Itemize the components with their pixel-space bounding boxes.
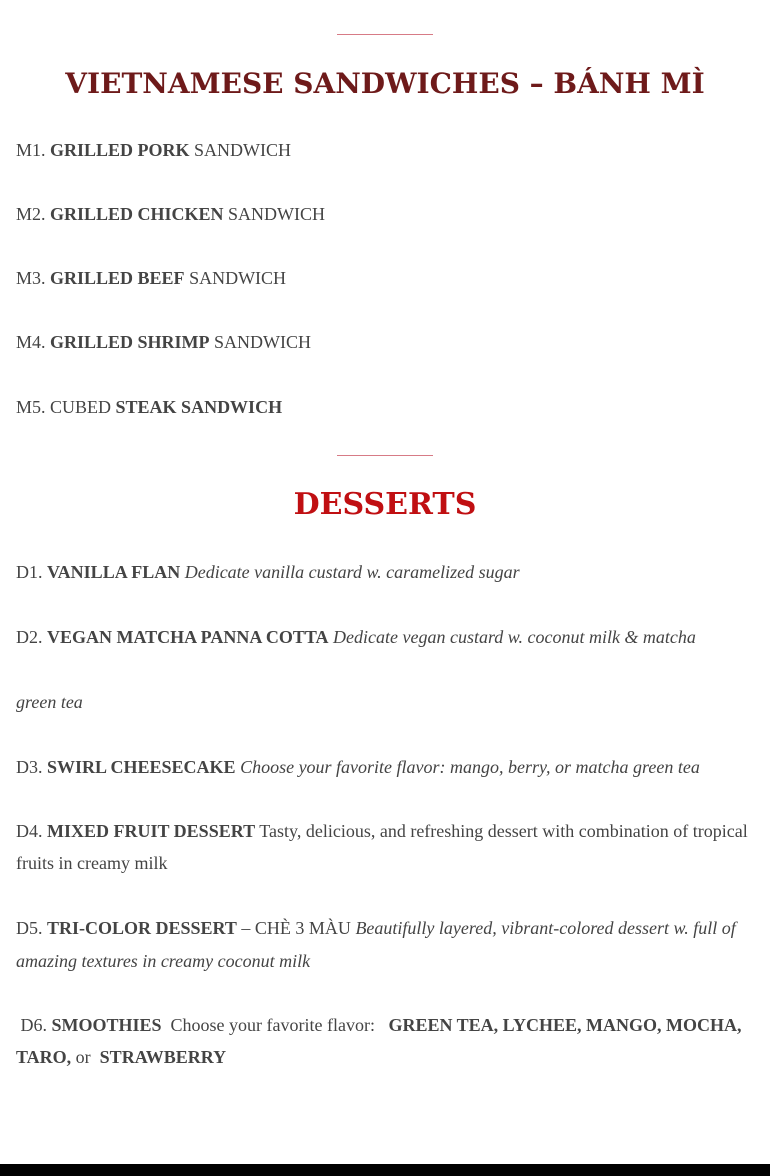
item-intro: Choose your favorite flavor:: [170, 1015, 375, 1035]
item-description: Beautifully layered, vibrant-colored dessert w. full of amazing textures in creamy coconut milk: [16, 918, 736, 971]
menu-item-d5: [16, 912, 761, 978]
menu-item-m2: [16, 198, 761, 230]
menu-item-d4: [16, 815, 761, 879]
item-name: TRI-COLOR DESSERT: [47, 918, 237, 938]
item-code: M3.: [16, 268, 46, 288]
item-or: or: [75, 1047, 91, 1067]
item-suffix: SANDWICH: [228, 204, 326, 224]
menu-item-d2: [16, 621, 761, 653]
menu-item-d6: [16, 1009, 761, 1073]
menu-item-d1: [16, 556, 761, 588]
top-divider: [337, 34, 433, 35]
item-description: Choose your favorite flavor: mango, berry, or matcha green tea: [240, 757, 700, 777]
item-code: M5.: [16, 397, 46, 417]
item-suffix: SANDWICH: [214, 332, 312, 352]
item-name: VANILLA FLAN: [47, 562, 181, 582]
item-name: GRILLED CHICKEN: [50, 204, 224, 224]
desserts-heading: DESSERTS: [293, 487, 477, 522]
item-name: GRILLED PORK: [50, 140, 190, 160]
item-name: VEGAN MATCHA PANNA COTTA: [47, 627, 329, 647]
item-description: Dedicate vegan custard w. coconut milk & matcha: [333, 627, 696, 647]
menu-item-d2-continued: [16, 686, 761, 718]
section-divider: [337, 455, 433, 456]
item-name: GRILLED SHRIMP: [50, 332, 210, 352]
item-name: SWIRL CHEESECAKE: [47, 757, 236, 777]
item-name: GRILLED BEEF: [50, 268, 185, 288]
item-description: Dedicate vanilla custard w. caramelized sugar: [184, 562, 520, 582]
sandwiches-heading: VIETNAMESE SANDWICHES – BÁNH MÌ: [65, 67, 705, 100]
menu-item-d3: [16, 751, 761, 783]
menu-item-m5: [16, 391, 761, 423]
item-prefix: CUBED: [50, 397, 112, 417]
item-code: M2.: [16, 204, 46, 224]
item-suffix: SANDWICH: [189, 268, 287, 288]
item-vietnamese-name: – CHÈ 3 MÀU: [241, 918, 351, 938]
item-flavors: GREEN TEA, LYCHEE, MANGO, MOCHA, TARO,: [16, 1015, 742, 1067]
item-code: D5.: [16, 918, 43, 938]
bottom-bar: [0, 1164, 770, 1176]
item-flavor-last: STRAWBERRY: [99, 1047, 227, 1067]
item-description-continued: green tea: [16, 692, 83, 712]
item-suffix: SANDWICH: [194, 140, 292, 160]
menu-item-m3: [16, 262, 761, 294]
item-code: M4.: [16, 332, 46, 352]
item-description: Tasty, delicious, and refreshing dessert with combination of tropical fruits in creamy milk: [16, 821, 748, 873]
item-name: MIXED FRUIT DESSERT: [47, 821, 256, 841]
item-code: D3.: [16, 757, 43, 777]
item-code: D2.: [16, 627, 43, 647]
item-name: STEAK SANDWICH: [115, 397, 283, 417]
item-code: D6.: [20, 1015, 47, 1035]
item-name: SMOOTHIES: [51, 1015, 162, 1035]
menu-item-m1: [16, 134, 761, 166]
item-code: D1.: [16, 562, 43, 582]
item-code: D4.: [16, 821, 43, 841]
item-code: M1.: [16, 140, 46, 160]
menu-item-m4: [16, 326, 761, 358]
